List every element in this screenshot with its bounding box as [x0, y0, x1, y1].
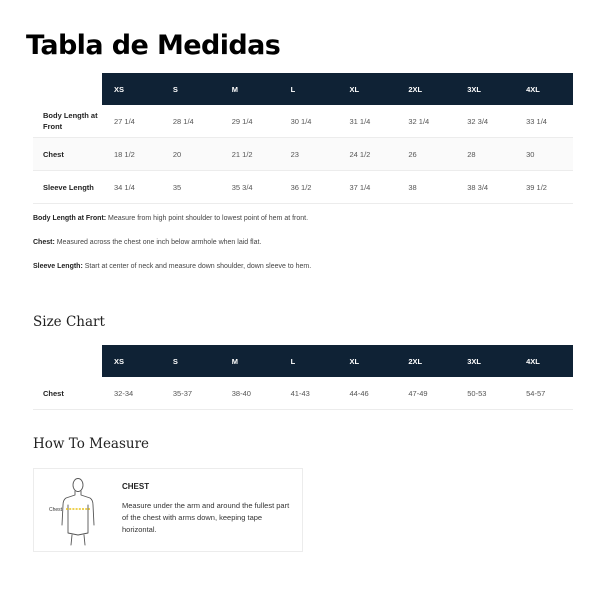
card-description: Measure under the arm and around the fullest part of the chest with arms down, keeping tape horizontal. — [122, 501, 290, 534]
size-header: XS — [102, 345, 161, 377]
table-cell: 20 — [161, 138, 220, 171]
body-figure-icon — [42, 475, 114, 547]
table-row — [33, 377, 573, 410]
size-header: XL — [338, 73, 397, 105]
table-cell: 38-40 — [220, 377, 279, 410]
size-chart-table — [33, 345, 573, 410]
note-sleeve-length — [33, 263, 311, 287]
table-cell: 34 1/4 — [102, 171, 161, 204]
table-cell: 28 1/4 — [161, 105, 220, 138]
table-cell: 37 1/4 — [338, 171, 397, 204]
table-cell: 47-49 — [396, 377, 455, 410]
size-header: 3XL — [455, 345, 514, 377]
size-header: 2XL — [396, 345, 455, 377]
size-header: L — [279, 73, 338, 105]
size-header: S — [161, 73, 220, 105]
note-text: Measured across the chest one inch below armhole when laid flat. — [54, 239, 262, 246]
size-header: M — [220, 73, 279, 105]
size-header: 4XL — [514, 345, 573, 377]
table-cell: 29 1/4 — [220, 105, 279, 138]
note-text: Start at center of neck and measure down shoulder, down sleeve to hem. — [82, 263, 312, 270]
size-header: 3XL — [455, 73, 514, 105]
table-cell: 31 1/4 — [338, 105, 397, 138]
row-label: Sleeve Length — [33, 171, 102, 204]
note-term: Chest: — [33, 239, 55, 246]
table-header — [33, 73, 573, 105]
table-cell: 38 — [396, 171, 455, 204]
table-cell: 36 1/2 — [279, 171, 338, 204]
table-row — [33, 105, 573, 138]
table-cell: 32-34 — [102, 377, 161, 410]
measurement-notes — [33, 215, 311, 287]
table-cell: 27 1/4 — [102, 105, 161, 138]
row-label: Chest — [33, 377, 102, 410]
page-title: Tabla de Medidas — [26, 30, 281, 61]
table-cell: 39 1/2 — [514, 171, 573, 204]
header-blank — [33, 73, 102, 105]
note-text: Measure from high point shoulder to lowest point of hem at front. — [106, 215, 309, 222]
size-header: S — [161, 345, 220, 377]
figure-label: Chest — [49, 507, 63, 513]
note-body-length — [33, 215, 311, 239]
table-cell: 30 — [514, 138, 573, 171]
table-cell: 30 1/4 — [279, 105, 338, 138]
table-cell: 35 3/4 — [220, 171, 279, 204]
table-cell: 26 — [396, 138, 455, 171]
card-title: CHEST — [122, 482, 150, 491]
table-cell: 35-37 — [161, 377, 220, 410]
how-to-measure-title: How To Measure — [33, 436, 150, 452]
table-cell: 32 1/4 — [396, 105, 455, 138]
size-header: 4XL — [514, 73, 573, 105]
table-cell: 32 3/4 — [455, 105, 514, 138]
note-term: Sleeve Length: — [33, 263, 83, 270]
table-header — [33, 345, 573, 377]
size-header: XL — [338, 345, 397, 377]
table-cell: 23 — [279, 138, 338, 171]
note-chest — [33, 239, 311, 263]
table-cell: 44-46 — [338, 377, 397, 410]
body-figure — [42, 475, 114, 547]
size-chart-title: Size Chart — [33, 314, 105, 330]
table-cell: 35 — [161, 171, 220, 204]
table-cell: 38 3/4 — [455, 171, 514, 204]
note-term: Body Length at Front: — [33, 215, 107, 222]
table-cell: 41-43 — [279, 377, 338, 410]
table-row — [33, 171, 573, 204]
header-blank — [33, 345, 102, 377]
table-row — [33, 138, 573, 171]
size-header: M — [220, 345, 279, 377]
row-label: Body Length at Front — [33, 105, 102, 138]
table-cell: 54-57 — [514, 377, 573, 410]
table-cell: 24 1/2 — [338, 138, 397, 171]
table-cell: 18 1/2 — [102, 138, 161, 171]
table-cell: 50-53 — [455, 377, 514, 410]
measurements-table — [33, 73, 573, 204]
size-header: 2XL — [396, 73, 455, 105]
table-cell: 21 1/2 — [220, 138, 279, 171]
size-header: L — [279, 345, 338, 377]
table-cell: 33 1/4 — [514, 105, 573, 138]
table-cell: 28 — [455, 138, 514, 171]
row-label: Chest — [33, 138, 102, 171]
chest-measure-card — [33, 468, 303, 552]
size-header: XS — [102, 73, 161, 105]
